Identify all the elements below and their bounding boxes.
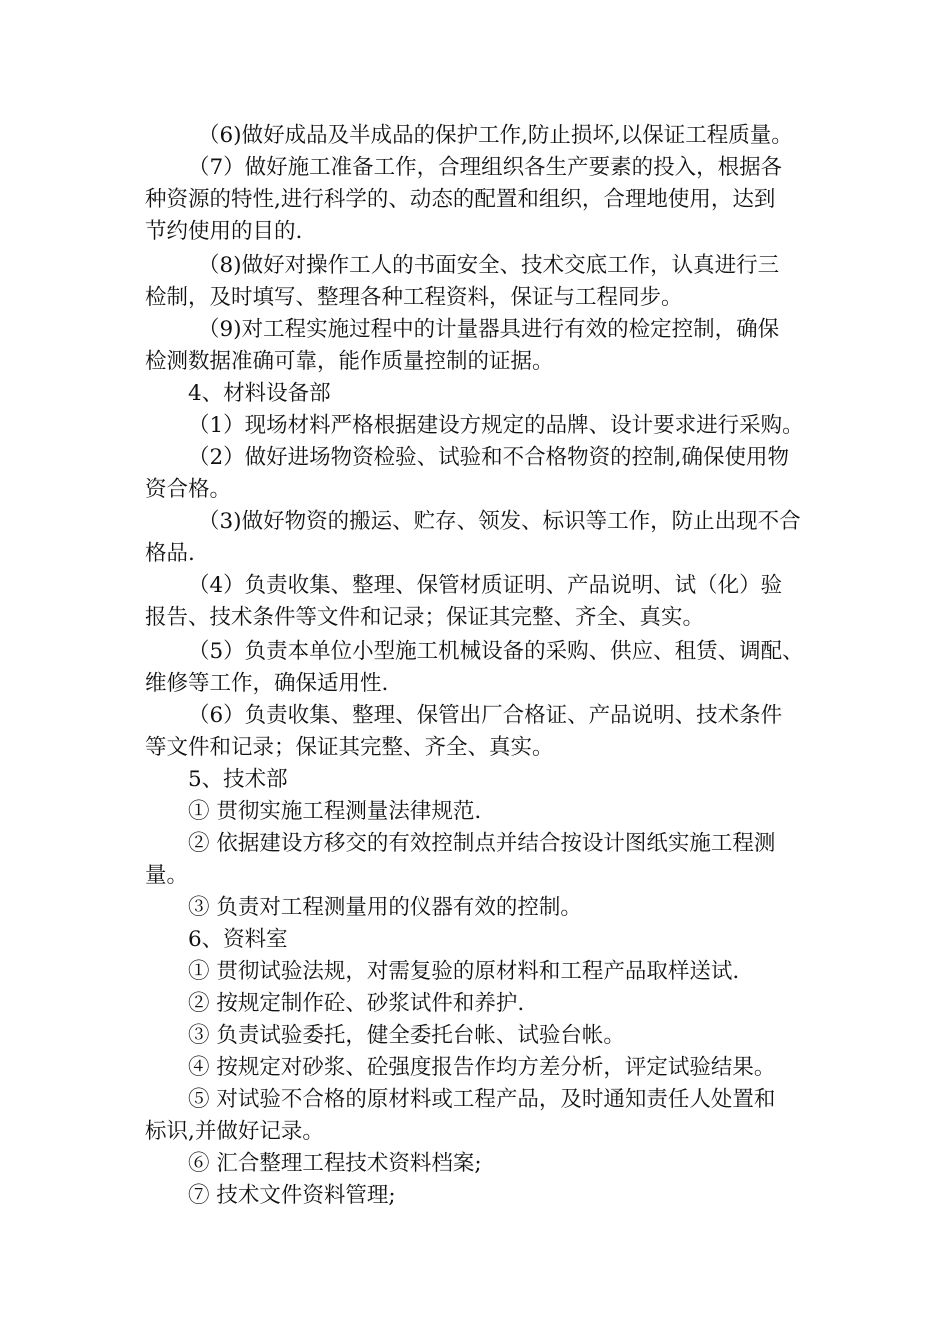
paragraph-line: 报告、技术条件等文件和记录；保证其完整、齐全、真实。 xyxy=(145,605,705,630)
list-item: ① 贯彻试验法规，对需复验的原材料和工程产品取样送试. xyxy=(188,959,740,984)
paragraph-line: （7）做好施工准备工作，合理组织各生产要素的投入，根据各 xyxy=(188,155,783,180)
paragraph-line: 种资源的特性,进行科学的、动态的配置和组织，合理地使用，达到 xyxy=(145,187,776,212)
list-item-continuation: 标识,并做好记录。 xyxy=(145,1119,324,1144)
list-item: ③ 负责试验委托，健全委托台帐、试验台帐。 xyxy=(188,1023,625,1048)
list-item: ⑤ 对试验不合格的原材料或工程产品，及时通知责任人处置和 xyxy=(188,1087,776,1112)
paragraph-line: 节约使用的目的. xyxy=(145,219,303,244)
paragraph-line: 等文件和记录；保证其完整、齐全、真实。 xyxy=(145,735,554,760)
list-item: ② 依据建设方移交的有效控制点并结合按设计图纸实施工程测 xyxy=(188,831,776,856)
list-item: ① 贯彻实施工程测量法律规范. xyxy=(188,799,482,824)
paragraph-line: （2）做好进场物资检验、试验和不合格物资的控制,确保使用物 xyxy=(188,445,790,470)
list-item: ③ 负责对工程测量用的仪器有效的控制。 xyxy=(188,895,582,920)
section-heading: 4、材料设备部 xyxy=(188,381,331,406)
paragraph-line: 检制，及时填写、整理各种工程资料，保证与工程同步。 xyxy=(145,285,683,310)
paragraph-line: （5）负责本单位小型施工机械设备的采购、供应、租赁、调配、 xyxy=(188,639,804,664)
paragraph-line: （3)做好物资的搬运、贮存、领发、标识等工作，防止出现不合 xyxy=(198,509,801,534)
paragraph-line: 格品. xyxy=(145,541,195,566)
section-heading: 5、技术部 xyxy=(188,767,288,792)
list-item: ⑦ 技术文件资料管理; xyxy=(188,1183,396,1208)
list-item: ④ 按规定对砂浆、砼强度报告作均方差分析，评定试验结果。 xyxy=(188,1055,776,1080)
paragraph-line: （1）现场材料严格根据建设方规定的品牌、设计要求进行采购。 xyxy=(188,413,804,438)
list-item: ② 按规定制作砼、砂浆试件和养护. xyxy=(188,991,525,1016)
paragraph-line: （8)做好对操作工人的书面安全、技术交底工作，认真进行三 xyxy=(198,253,780,278)
paragraph-line: （4）负责收集、整理、保管材质证明、产品说明、试（化）验 xyxy=(188,573,783,598)
list-item: ⑥ 汇合整理工程技术资料档案; xyxy=(188,1151,482,1176)
paragraph-line: （6)做好成品及半成品的保护工作,防止损坏,以保证工程质量。 xyxy=(198,123,793,148)
paragraph-line: 资合格。 xyxy=(145,477,232,502)
list-item-continuation: 量。 xyxy=(145,863,189,888)
section-heading: 6、资料室 xyxy=(188,927,288,952)
paragraph-line: 检测数据准确可靠，能作质量控制的证据。 xyxy=(145,349,554,374)
paragraph-line: （9)对工程实施过程中的计量器具进行有效的检定控制，确保 xyxy=(198,317,780,342)
paragraph-line: （6）负责收集、整理、保管出厂合格证、产品说明、技术条件 xyxy=(188,703,783,728)
paragraph-line: 维修等工作，确保适用性. xyxy=(145,671,389,696)
